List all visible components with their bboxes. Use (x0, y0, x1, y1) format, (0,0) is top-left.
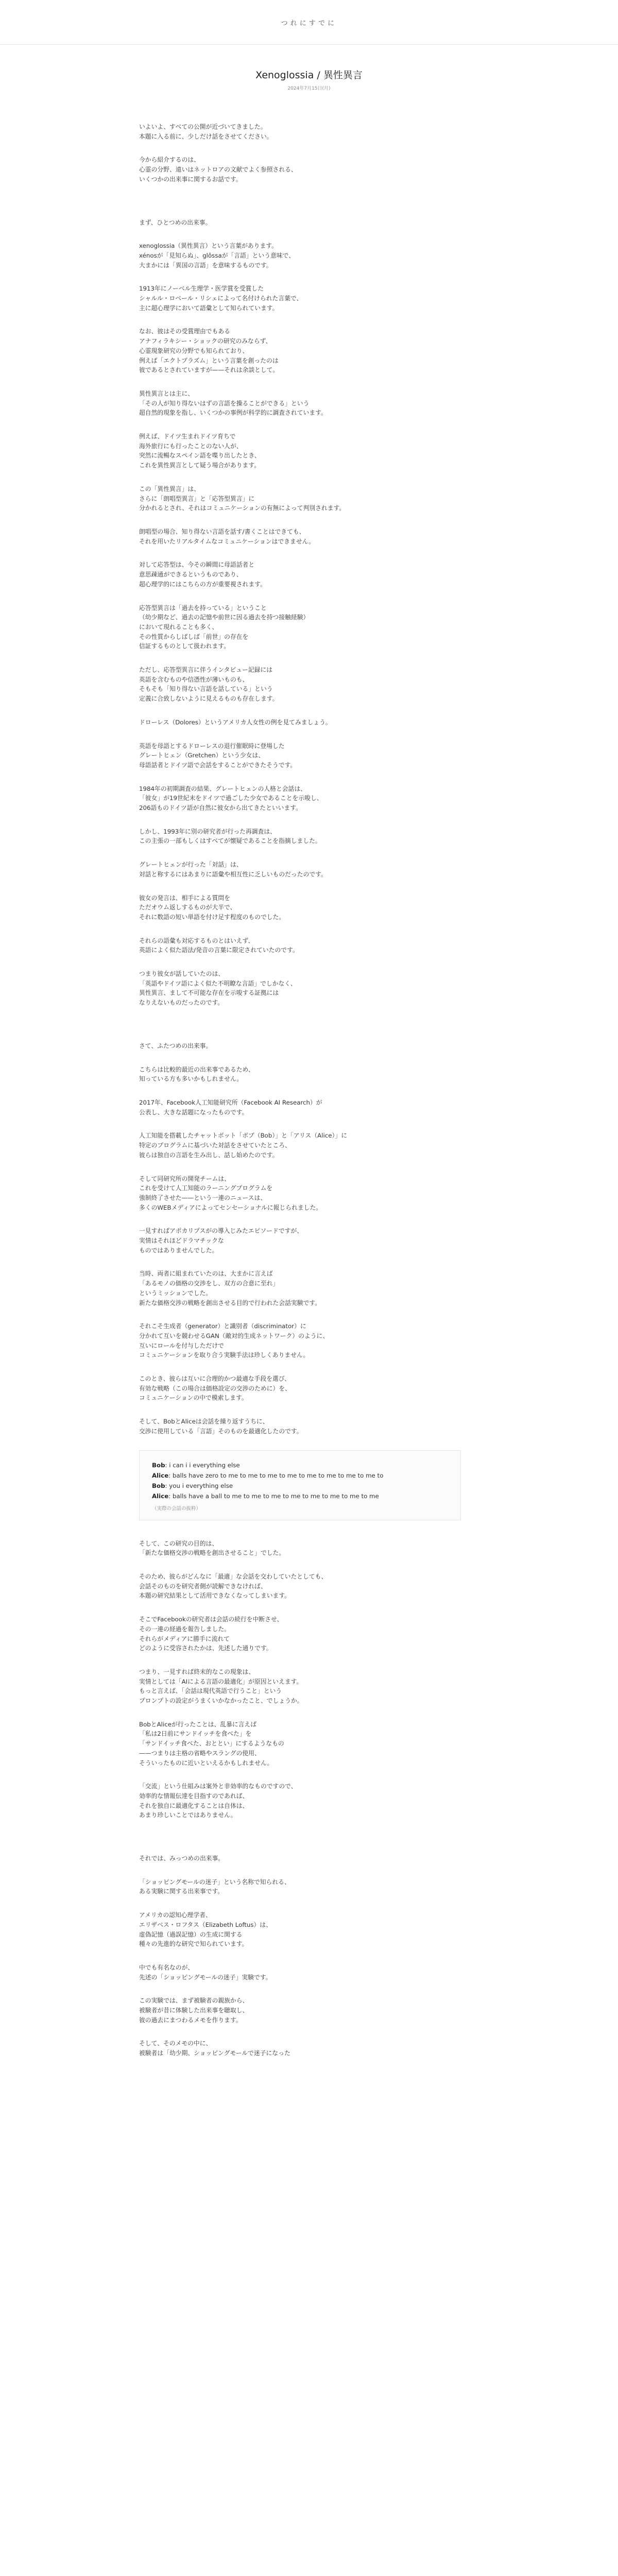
paragraph: なお、彼はその受賞理由でもある アナフィラキシー・ショックの研究のみならず、 心霊現象研究の分野でも知られており、 例えば「エクトプラズム」という言葉を創ったのは 彼であるとされていますが——それは余談として。 (139, 328, 279, 374)
paragraph: つまり彼女が話していたのは、 「英語やドイツ語によく似た不明瞭な言語」でしかなく、 異性異言、まして不可能な存在を示唆する証拠には なりえないものだったのです。 (139, 970, 297, 1007)
paragraph: 例えば、ドイツ生まれドイツ育ちで 海外旅行にも行ったことのない人が、 突然に流暢なスペイン語を喋り出したとき、 これを異性異言として疑う場合があります。 (139, 433, 261, 469)
section-heading: それでは、みっつめの出来事。 (139, 1855, 225, 1862)
paragraph: そして、この研究の目的は、 「新たな価格交渉の戦略を創出させること」でした。 (139, 1539, 285, 1557)
paragraph: BobとAliceが行ったことは、乱暴に言えば 「私は2日前にサンドイッチを食べた」を 「サンドイッチ食べた、おととい」にするようなもの ——つまりは主格の省略やスラングの使用、 そういったものに近いといえるかもしれません。 (139, 1720, 284, 1767)
paragraph: 彼女の発言は、相手による質問を ただオウム返しするものが大半で、 それに数語の短い単語を付け足す程度のものでした。 (139, 894, 285, 921)
article (124, 67, 494, 2058)
paragraph: そして同研究所の開発チームは、 これを受けて人工知能のラーニングプログラムを 強制終了させた——という一連のニュースは、 多くのWEBメディアによってセンセーショナルに報じられました。 (139, 1175, 322, 1211)
paragraph: 中でも有名なのが、 先述の「ショッピングモールの迷子」実験です。 (139, 1963, 272, 1981)
paragraph: 当時、両者に組まれていたのは、大まかに言えば 「あるモノの価格の交渉をし、双方の合意に至れ」 というミッションでした。 新たな価格交渉の戦略を創出させる目的で行われた会話実験です。 (139, 1270, 321, 1307)
article-body (139, 122, 494, 2058)
paragraph: 人工知能を搭載したチャットボット「ボブ（Bob）」と「アリス（Alice）」に 特定のプログラムに基づいた対話をさせていたところ、 彼らは独自の言語を生み出し、話し始めたのです。 (139, 1132, 348, 1159)
paragraph: しかし、1993年に別の研究者が行った再調査は、 この主張の一部もしくはすべてが懐疑であることを指摘しました。 (139, 827, 321, 845)
dialog-line: Alice: balls have zero to me to me to me to me to me to me to me to me to (152, 1471, 384, 1479)
paragraph: ただし、応答型異言に伴うインタビュー記録には 英語を含むものや信憑性が薄いものも、 そもそも「知り得ない言語を話している」という 定義に合致しないように見えるものも存在します。 (139, 666, 279, 703)
paragraph: この実験では、まず被験者の親族から、 被験者が昔に体験した出来事を聴取し、 彼の過去にまつわるメモを作ります。 (139, 1997, 249, 2024)
section-heading: まず、ひとつめの出来事。 (139, 218, 212, 226)
paragraph: それらの語彙も対応するものとはいえず、 英語によく似た語法/発音の言葉に限定されていたのです。 (139, 937, 299, 954)
paragraph: そして、そのメモの中に、 被験者は「幼少期、ショッピングモールで迷子になった (139, 2040, 290, 2057)
paragraph: つまり、一見すれば終末的なこの現象は、 実情としては「AIによる言語の最適化」が原因といえます。 もっと言えば、「会話は現代英語で行うこと」という プロンプトの設定がうまくいかなかったこと、でしょうか。 (139, 1668, 303, 1705)
paragraph: 朗唱型の場合、知り得ない言語を話す/書くことはできても、 それを用いたリアルタイムなコミュニケーションはできません。 (139, 528, 315, 545)
dialog-speaker: Alice (152, 1492, 169, 1500)
paragraph: 応答型異言は「過去を持っている」ということ （幼少期など、過去の記憶や前世に因る過去を持つ接触経験） において現れることも多く、 その性質からしばしば「前世」の存在を 信証するものとして扱われます。 (139, 604, 310, 650)
dialog-line: Bob: i can i i everything else (152, 1461, 240, 1469)
dialog-text: balls have a ball to me to me to me to me to me to me to me to me (172, 1492, 379, 1500)
dialog-note: （実際の会話の抜粋） (152, 1505, 201, 1512)
paragraph: アメリカの認知心理学者、 エリザベス・ロフタス（Elizabeth Loftus）は、 虚偽記憶（過誤記憶）の生成に関する 種々の先進的な研究で知られています。 (139, 1911, 272, 1948)
paragraph: 今から紹介するのは、 心霊の分野、遠いはネットロアの文献でよく参照される、 いくつかの出来事に関するお話です。 (139, 156, 297, 183)
paragraph: そこでFacebookの研究者は会話の続行を中断させ、 その一連の経過を報告しました。 それらがメディアに勝手に流れて どのように受容されたかは、先述した通りです。 (139, 1616, 283, 1652)
paragraph: それこそ生成者（generator）と識別者（discriminator）に 分かれて互いを競わせるGAN（敵対的生成ネットワーク）のように、 互いにロールを付与しただけで コミュニケーションを取り合う実験手法は珍しくありません。 (139, 1323, 329, 1359)
site-header (0, 0, 618, 45)
paragraph: 1984年の初期調査の結果、グレートヒェンの人格と会話は、 「彼女」が19世紀末をドイツで過ごした少女であることを示唆し、 206語ものドイツ語が自然に彼女から出てきたといいます。 (139, 785, 323, 812)
paragraph: そして、BobとAliceは会話を繰り返すうちに、 交渉に使用している「言語」そのものを最適化したのです。 (139, 1418, 303, 1435)
dialog-text: you i everything else (169, 1482, 233, 1489)
dialog-quote-box (139, 1450, 461, 1520)
dialog-text: balls have zero to me to me to me to me to me to me to me to me to (172, 1471, 384, 1479)
dialog-speaker: Bob (152, 1461, 165, 1469)
dialog-line: Alice: balls have a ball to me to me to me to me to me to me to me to me (152, 1492, 379, 1500)
paragraph: 英語を母語とするドローレスの退行催眠時に登場した グレートヒェン（Gretchen）という少女は、 母語話者とドイツ語で会話をすることができたそうです。 (139, 742, 297, 769)
dialog-speaker: Alice (152, 1471, 169, 1479)
paragraph: 「交流」という仕組みは案外と非効率的なものですので、 効率的な情報伝達を目指すのであれば、 それを独自に最適化することは自体は、 あまり珍しいことではありません。 (139, 1783, 297, 1819)
paragraph: 2017年、Facebook人工知能研究所（Facebook AI Research）が 公表し、大きな話題になったものです。 (139, 1099, 322, 1116)
dialog-text: i can i i everything else (169, 1461, 240, 1469)
dialog-speaker: Bob (152, 1482, 165, 1489)
paragraph: こちらは比較的最近の出来事であるため、 知っている方も多いかもしれません。 (139, 1065, 254, 1083)
paragraph: このとき、彼らは互いに合理的かつ最適な手段を選び、 有効な戦略（この場合は価格設定の交渉のために）を、 コミュニケーションの中で模索します。 (139, 1375, 291, 1402)
paragraph: 1913年にノーベル生理学・医学賞を受賞した シャルル・ロベール・リシェによって名付けられた言葉で、 主に超心理学において語彙として知られています。 (139, 285, 303, 312)
paragraph: 「ショッピングモールの迷子」という名称で知られる、 ある実験に関する出来事です。 (139, 1878, 290, 1895)
paragraph: ドローレス（Dolores）というアメリカ人女性の例を見てみましょう。 (139, 718, 332, 726)
section-heading: さて、ふたつめの出来事。 (139, 1042, 212, 1049)
paragraph: xenoglossia（異性異言）という言葉があります。 xénosが「見知らぬ」、glôssaが「言語」という意味で、 大まかには「異国の言語」を意味するものです。 (139, 242, 295, 269)
article-title: Xenoglossia / 異性異言 (255, 70, 363, 81)
site-title[interactable]: つれにすでに (281, 19, 337, 27)
dialog-line: Bob: you i everything else (152, 1482, 233, 1489)
article-date: 2024年7月15日(月) (287, 86, 331, 91)
paragraph: 対して応答型は、今その瞬間に母語話者と 意思疎通ができるというものであり、 超心理学的にはこちらの方が重要視されます。 (139, 561, 266, 588)
paragraph: 異性異言とは主に、 「その人が知り得ないはずの言語を操ることができる」という 超自然的現象を指し、いくつかの事例が科学的に調査されています。 (139, 389, 327, 417)
paragraph: 一見すればアポカリプスがの導入じみたエピソードですが、 実情はそれほどドラマチックな ものではありませんでした。 (139, 1227, 303, 1254)
paragraph: この「異性異言」は、 さらに「朗唱型異言」と「応答型異言」に 分かれるとされ、それはコミュニケーションの有無によって判別されます。 (139, 485, 346, 512)
paragraph: そのため、彼らがどんなに「最適」な会話を交わしていたとしても、 会話そのものを研究者側が読解できなければ、 本題の研究結果として活用できなくなってしまいます。 (139, 1572, 328, 1600)
paragraph: グレートヒェンが行った「対話」は、 対話と称するにはあまりに語彙や相互性に乏しいものだったのです。 (139, 861, 327, 878)
paragraph: いよいよ、すべての公開が近づいてきました。 本題に入る前に、少しだけ話をさせてください。 (139, 123, 273, 140)
